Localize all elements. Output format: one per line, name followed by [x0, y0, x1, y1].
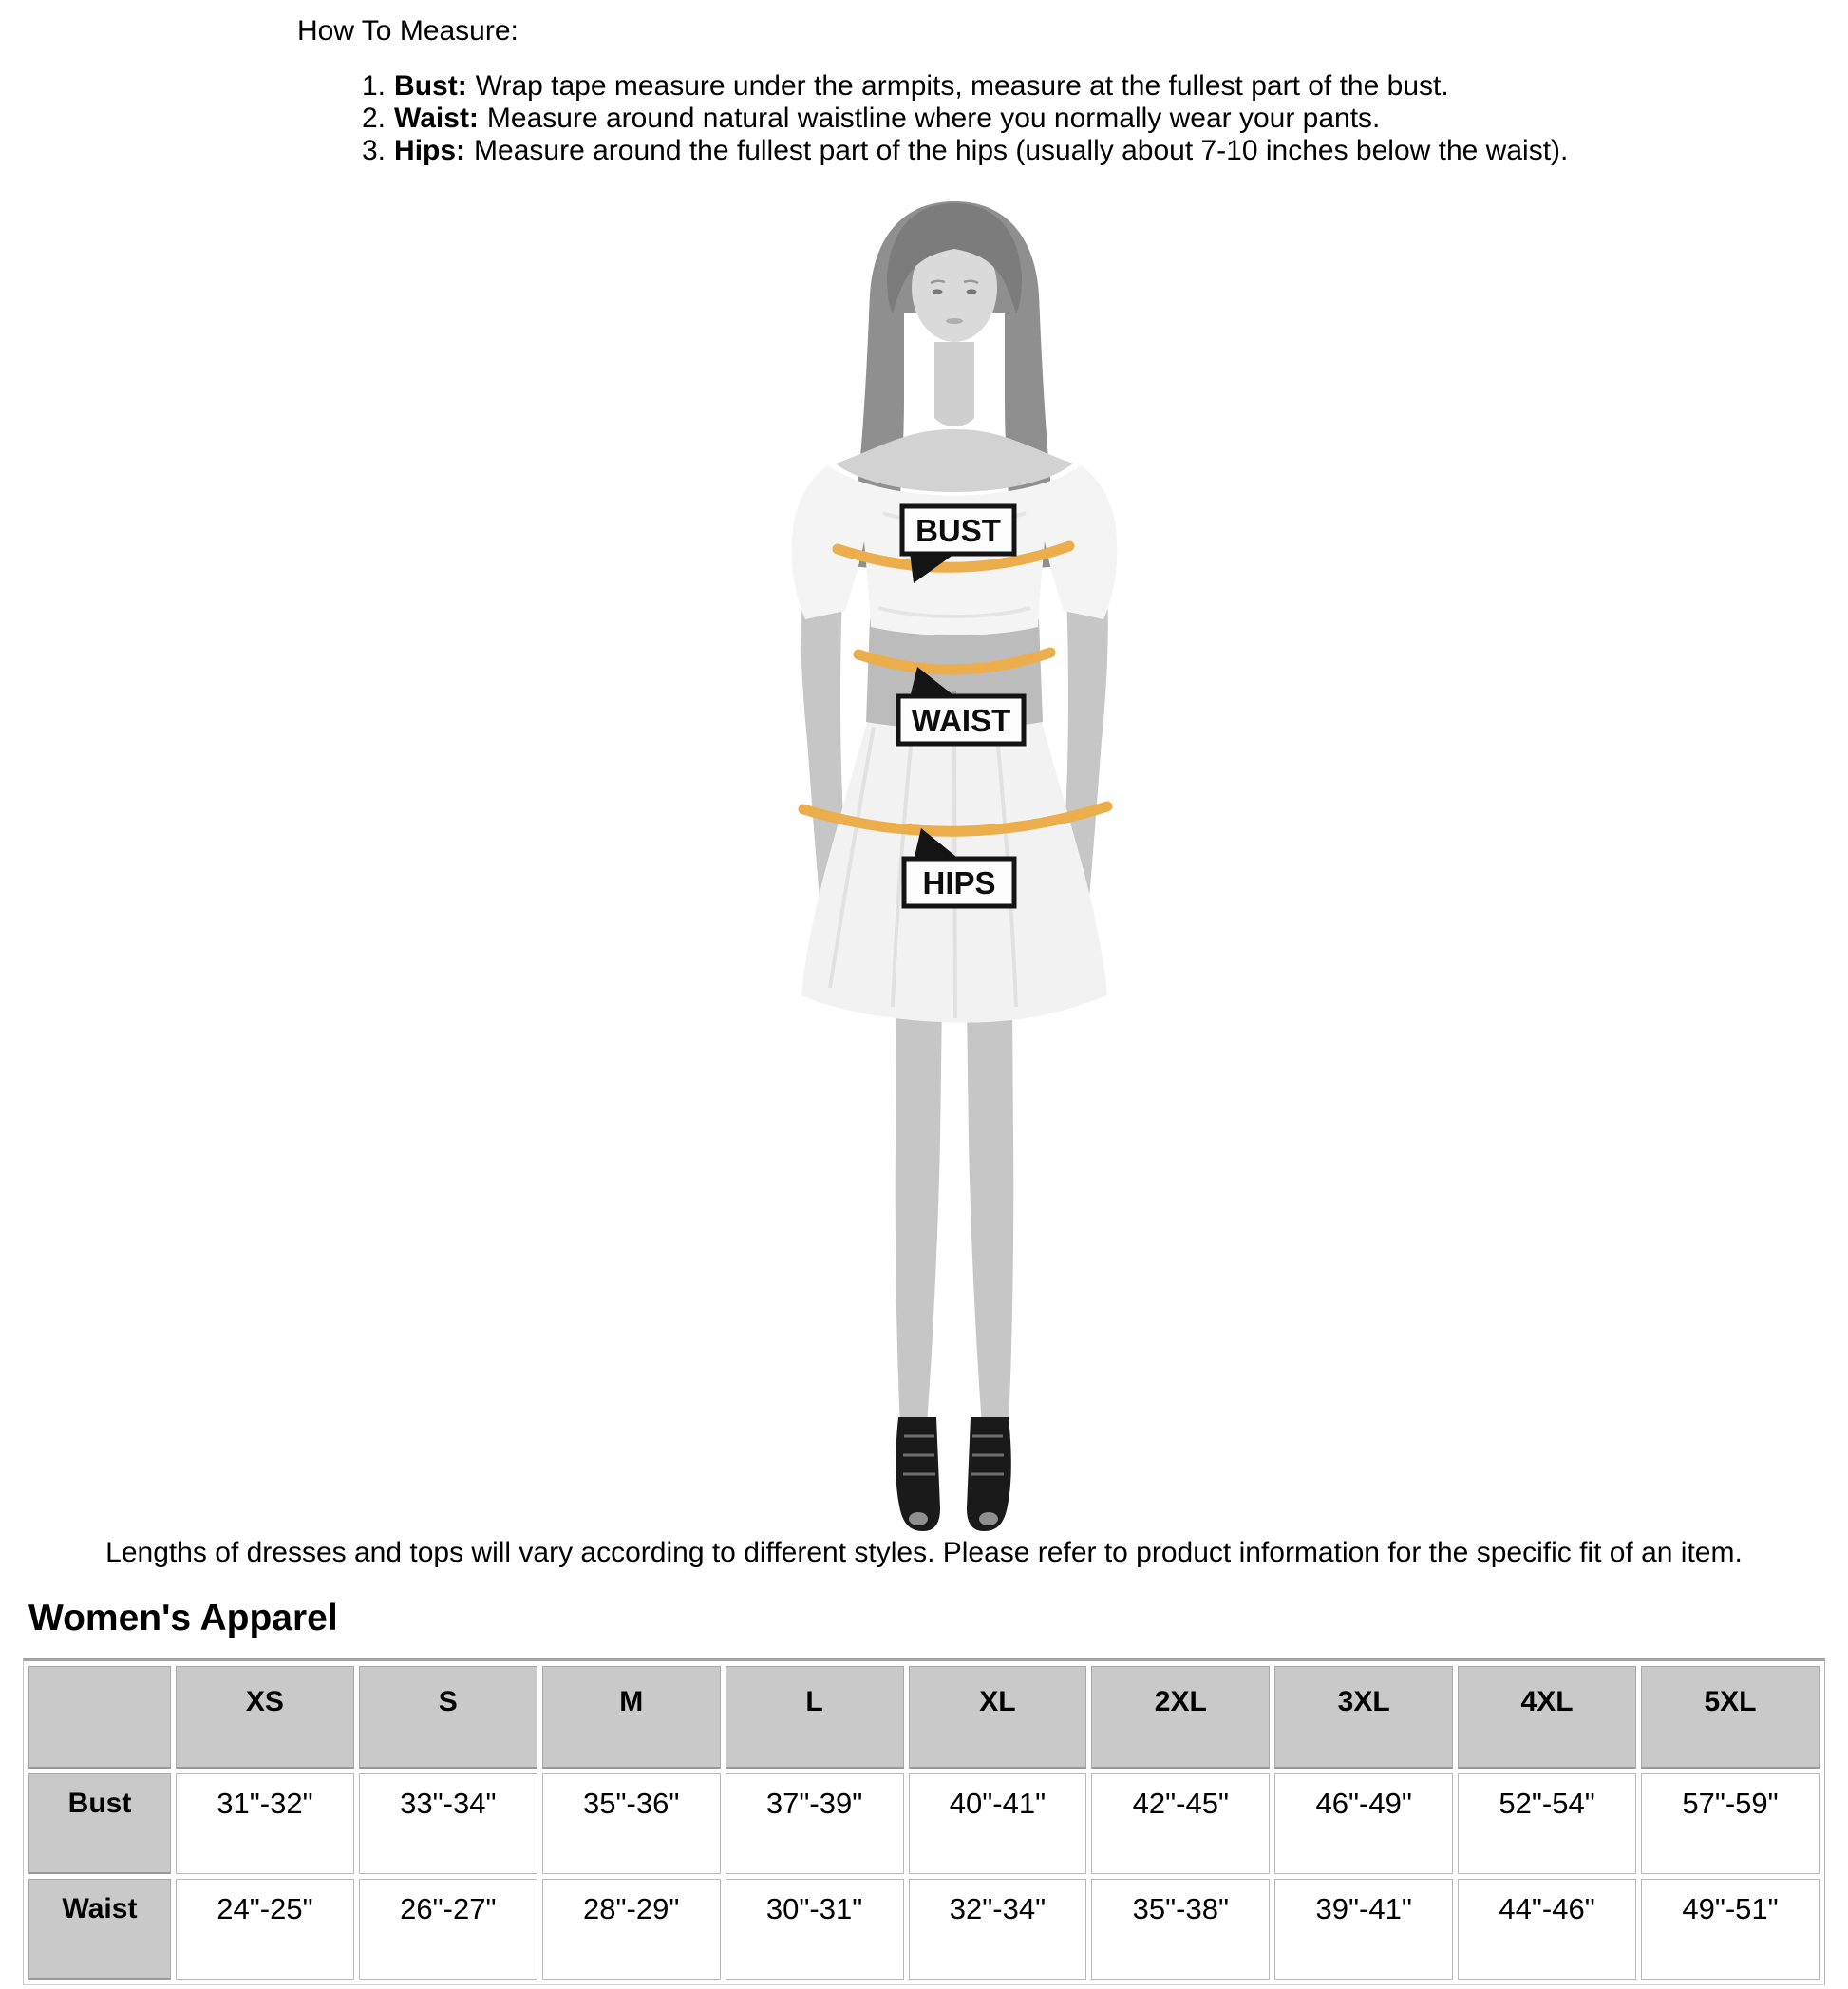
size-cell: 26"-27" — [359, 1879, 537, 1980]
measure-instructions-list — [362, 70, 1568, 167]
size-table-corner-cell — [28, 1666, 171, 1769]
bust-label-text: BUST — [915, 513, 1001, 548]
hips-label-text: HIPS — [922, 865, 996, 900]
instruction-term: Bust: — [394, 70, 467, 102]
size-cell: 31"-32" — [176, 1773, 354, 1874]
size-row-label: Waist — [28, 1879, 171, 1980]
size-table-header-row — [28, 1666, 1820, 1769]
size-cell: 39"-41" — [1274, 1879, 1453, 1980]
size-cell: 28"-29" — [542, 1879, 721, 1980]
instruction-bust — [362, 70, 1568, 103]
size-column-header: M — [542, 1666, 721, 1769]
size-cell: 24"-25" — [176, 1879, 354, 1980]
waist-label-text: WAIST — [911, 703, 1011, 738]
instruction-term: Waist: — [394, 103, 479, 134]
fit-disclaimer: Lengths of dresses and tops will vary according to different styles. Please refer to product information for the specific fit of an item. — [105, 1537, 1743, 1568]
instruction-waist — [362, 103, 1568, 135]
size-column-header: XL — [909, 1666, 1087, 1769]
model-figure-illustration — [760, 195, 1149, 1534]
size-cell: 57"-59" — [1641, 1773, 1820, 1874]
eye-left — [933, 289, 943, 294]
instruction-term: Hips: — [394, 135, 466, 166]
size-cell: 49"-51" — [1641, 1879, 1820, 1980]
neck — [934, 342, 974, 426]
size-column-header: 2XL — [1091, 1666, 1270, 1769]
shoe-toe-right — [979, 1512, 998, 1525]
measurement-figure — [760, 195, 1149, 1534]
size-column-header: 5XL — [1641, 1666, 1820, 1769]
size-cell: 40"-41" — [909, 1773, 1087, 1874]
size-column-header: L — [726, 1666, 904, 1769]
size-column-header: 3XL — [1274, 1666, 1453, 1769]
instruction-number: 1. — [362, 70, 387, 102]
instruction-text: Measure around natural waistline where you normally wear your pants. — [486, 103, 1381, 134]
size-cell: 42"-45" — [1091, 1773, 1270, 1874]
instruction-text: Measure around the fullest part of the hips (usually about 7-10 inches below the waist). — [474, 135, 1569, 166]
size-column-header: XS — [176, 1666, 354, 1769]
size-cell: 44"-46" — [1458, 1879, 1636, 1980]
size-column-header: 4XL — [1458, 1666, 1636, 1769]
size-cell: 37"-39" — [726, 1773, 904, 1874]
size-cell: 32"-34" — [909, 1879, 1087, 1980]
eye-right — [967, 289, 977, 294]
womens-apparel-heading: Women's Apparel — [28, 1598, 338, 1639]
instruction-number: 3. — [362, 135, 387, 166]
leg-left — [896, 1002, 942, 1425]
size-cell: 52"-54" — [1458, 1773, 1636, 1874]
size-cell: 30"-31" — [726, 1879, 904, 1980]
instruction-number: 2. — [362, 103, 387, 134]
size-row-label: Bust — [28, 1773, 171, 1874]
leg-right — [967, 1002, 1013, 1425]
size-cell: 46"-49" — [1274, 1773, 1453, 1874]
size-cell: 33"-34" — [359, 1773, 537, 1874]
how-to-measure-title: How To Measure: — [297, 15, 519, 47]
shoe-toe-left — [909, 1512, 928, 1525]
instruction-hips — [362, 135, 1568, 167]
mouth — [946, 318, 963, 324]
size-cell: 35"-36" — [542, 1773, 721, 1874]
instruction-text: Wrap tape measure under the armpits, measure at the fullest part of the bust. — [475, 70, 1449, 102]
size-column-header: S — [359, 1666, 537, 1769]
size-cell: 35"-38" — [1091, 1879, 1270, 1980]
size-table-row — [28, 1773, 1820, 1874]
size-chart-table — [23, 1658, 1825, 1985]
size-table-row — [28, 1879, 1820, 1980]
